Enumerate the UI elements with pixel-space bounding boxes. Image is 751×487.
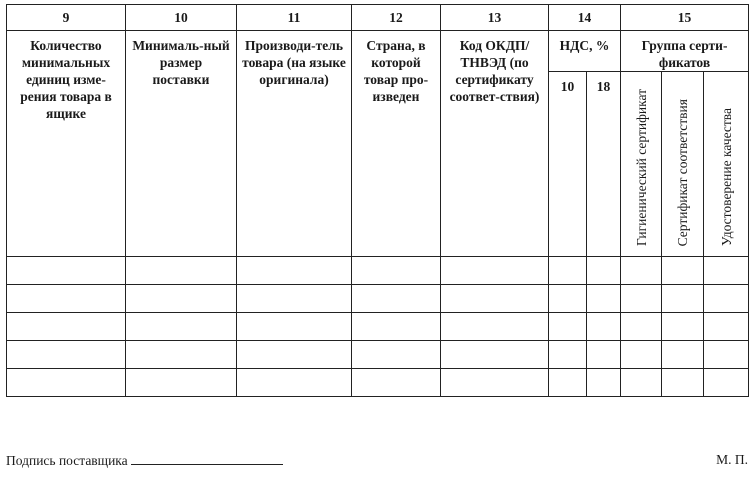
table-cell[interactable] bbox=[352, 257, 441, 285]
header-units-per-box bbox=[7, 31, 126, 257]
table-cell[interactable] bbox=[7, 285, 126, 313]
vat-rate-18: 18 bbox=[587, 72, 621, 257]
column-number: 13 bbox=[441, 5, 549, 31]
table-cell[interactable] bbox=[441, 341, 549, 369]
table-cell[interactable] bbox=[237, 341, 352, 369]
table-cell[interactable] bbox=[441, 257, 549, 285]
table-cell[interactable] bbox=[7, 341, 126, 369]
column-number: 10 bbox=[126, 5, 237, 31]
table-cell[interactable] bbox=[662, 257, 704, 285]
table-cell[interactable] bbox=[7, 369, 126, 397]
header-text: Количество минимальных единиц изме-рения товара в ящике bbox=[20, 38, 112, 121]
table-cell[interactable] bbox=[126, 285, 237, 313]
header-text: Минималь-ный размер поставки bbox=[132, 38, 230, 87]
cert-label: Сертификат соответствия bbox=[675, 98, 690, 246]
table-cell[interactable] bbox=[126, 369, 237, 397]
table-cell[interactable] bbox=[352, 285, 441, 313]
column-number: 9 bbox=[7, 5, 126, 31]
table-cell[interactable] bbox=[621, 369, 662, 397]
table-cell[interactable] bbox=[441, 285, 549, 313]
table-cell[interactable] bbox=[621, 341, 662, 369]
column-number: 15 bbox=[621, 5, 749, 31]
table-cell[interactable] bbox=[237, 257, 352, 285]
table-row bbox=[7, 369, 749, 397]
table-row bbox=[7, 285, 749, 313]
cert-label: Удостоверение качества bbox=[718, 108, 734, 246]
table-row bbox=[7, 257, 749, 285]
table-row bbox=[7, 313, 749, 341]
table-cell[interactable] bbox=[441, 369, 549, 397]
table-cell[interactable] bbox=[126, 341, 237, 369]
header-country bbox=[352, 31, 441, 257]
header-text: Страна, в которой товар про-изведен bbox=[363, 38, 429, 104]
table-cell[interactable] bbox=[662, 369, 704, 397]
cert-conformity bbox=[662, 72, 704, 257]
signature-label: Подпись поставщика bbox=[6, 453, 128, 468]
table-cell[interactable] bbox=[587, 341, 621, 369]
table-cell[interactable] bbox=[662, 313, 704, 341]
table-cell[interactable] bbox=[549, 341, 587, 369]
column-number: 12 bbox=[352, 5, 441, 31]
table-cell[interactable] bbox=[587, 313, 621, 341]
cert-quality bbox=[704, 72, 749, 257]
cert-label: Гигиенический сертификат bbox=[633, 89, 649, 246]
table-cell[interactable] bbox=[621, 313, 662, 341]
header-text: НДС, % bbox=[559, 38, 610, 53]
table-cell[interactable] bbox=[441, 313, 549, 341]
table-cell[interactable] bbox=[704, 313, 749, 341]
header-manufacturer bbox=[237, 31, 352, 257]
table-cell[interactable] bbox=[662, 341, 704, 369]
table-cell[interactable] bbox=[237, 285, 352, 313]
header-min-delivery bbox=[126, 31, 237, 257]
header-okdp-code bbox=[441, 31, 549, 257]
header-certificate-group bbox=[621, 31, 749, 72]
header-text: Код ОКДП/ ТНВЭД (по сертификату соответ-ствия) bbox=[449, 38, 540, 104]
table-cell[interactable] bbox=[352, 369, 441, 397]
table-cell[interactable] bbox=[352, 313, 441, 341]
stamp-place: М. П. bbox=[716, 452, 748, 467]
table-cell[interactable] bbox=[549, 369, 587, 397]
table-cell[interactable] bbox=[352, 341, 441, 369]
table-cell[interactable] bbox=[549, 313, 587, 341]
table-cell[interactable] bbox=[704, 257, 749, 285]
cert-hygienic bbox=[621, 72, 662, 257]
header-text: Группа серти-фикатов bbox=[641, 38, 728, 70]
table-cell[interactable] bbox=[662, 285, 704, 313]
column-number: 11 bbox=[237, 5, 352, 31]
supplier-signature bbox=[6, 452, 283, 469]
supplier-form-table bbox=[6, 4, 749, 397]
header-vat bbox=[549, 31, 621, 72]
table-cell[interactable] bbox=[587, 285, 621, 313]
table-cell[interactable] bbox=[237, 369, 352, 397]
table-cell[interactable] bbox=[587, 369, 621, 397]
table-cell[interactable] bbox=[7, 313, 126, 341]
table-cell[interactable] bbox=[126, 313, 237, 341]
table-cell[interactable] bbox=[126, 257, 237, 285]
table-cell[interactable] bbox=[549, 257, 587, 285]
table-cell[interactable] bbox=[7, 257, 126, 285]
table-cell[interactable] bbox=[704, 341, 749, 369]
column-number: 14 bbox=[549, 5, 621, 31]
table-cell[interactable] bbox=[237, 313, 352, 341]
table-cell[interactable] bbox=[704, 369, 749, 397]
table-cell[interactable] bbox=[587, 257, 621, 285]
table-cell[interactable] bbox=[549, 285, 587, 313]
table-cell[interactable] bbox=[621, 257, 662, 285]
header-text: Производи-тель товара (на языке оригинала) bbox=[242, 38, 346, 87]
table-cell[interactable] bbox=[621, 285, 662, 313]
vat-rate-10: 10 bbox=[549, 72, 587, 257]
signature-line[interactable] bbox=[131, 452, 283, 465]
table-cell[interactable] bbox=[704, 285, 749, 313]
table-row bbox=[7, 341, 749, 369]
